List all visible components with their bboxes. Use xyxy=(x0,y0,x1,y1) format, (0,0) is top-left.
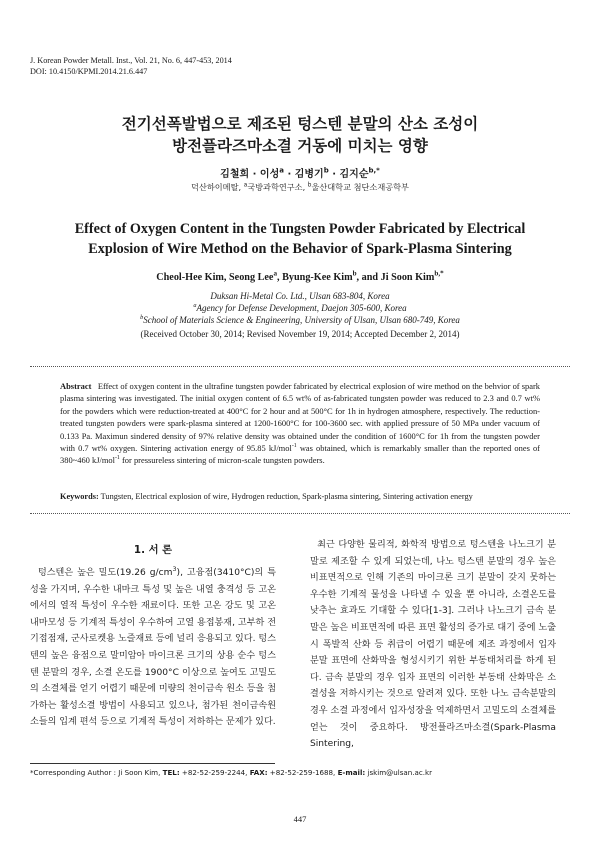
korean-aff-2: 국방과학연구소, xyxy=(247,182,308,192)
intro-left-text-2: ), 고융점(3410°C)의 특성을 가지며, 우수한 내마크 특성 및 높은 내열 충격성 등 고온에서의 열적 특성이 우수한 재료이다. 또한 고온 강도 및 고온 내마모성 등 기계적 특성이 우수하여 고열 용접봉재, 고부하 전기접점재, 군사로켓용 노즐재료 등에 널리 응용되고 있다. 텅스텐의 높은 융점으로 말미암아 마이크론 크기의 상용 순수 텅스텐 분말의 경우, 소결 온도를 1900°C 이상으로 높여도 고밀도의 소결체를 얻기 어렵기 때문에 미량의 천이금속 원소 등을 첨가하는 활성소결 방법이 사용되고 있으나, 첨가된 천이금속원소들의 입계 편석 등으로 기계적 특성이 저하하는 문제가 있다. xyxy=(30,568,276,728)
author-sup: b,* xyxy=(368,166,380,175)
intro-left-text-1: 텅스텐은 높은 밀도(19.26 g/cm xyxy=(37,568,173,578)
divider-bottom xyxy=(30,513,570,514)
author-sup: a xyxy=(273,269,277,278)
email-label: E-mail: xyxy=(337,768,366,777)
abstract xyxy=(60,380,540,467)
abstract-sup: -1 xyxy=(114,455,120,462)
email-value: jskim@ulsan.ac.kr xyxy=(365,768,433,777)
tel-label: TEL: xyxy=(162,768,180,777)
korean-author-1: 김철희 xyxy=(220,169,250,180)
aff-sup: a xyxy=(193,302,197,309)
abstract-sup: -1 xyxy=(291,443,297,450)
korean-authors xyxy=(0,165,600,180)
korean-title-line1: 전기선폭발법으로 제조된 텅스텐 분말의 산소 조성이 xyxy=(121,115,479,133)
abstract-text-2: was obtained, which is remarkably smaller than the reported ones of 380~460 kJ/mol xyxy=(60,443,540,466)
korean-affiliations xyxy=(0,182,600,193)
intro-right-column xyxy=(310,537,556,753)
divider-top xyxy=(30,366,570,367)
english-title-line1: Effect of Oxygen Content in the Tungsten Powder Fabricated by Electrical xyxy=(74,221,526,237)
english-author-2: Seong Lee xyxy=(229,272,274,283)
aff-sup: b xyxy=(307,182,312,189)
english-title xyxy=(0,219,600,259)
page-number: 447 xyxy=(293,814,307,824)
keywords-label: Keywords: xyxy=(60,492,99,501)
intro-right-text: 최근 다양한 물리적, 화학적 방법으로 텅스텐을 나노크기 분말로 제조할 수 있게 되었는데, 나노 텅스텐 분말의 경우 높은 비표면적으로 인해 기존의 마이크론 크기 분말이 갖지 못하는 우수한 기계적 물성을 나타낼 수 있을 뿐 아니라, 소결온도를 낮추는 효과도 기대할 수 있다[1-3]. 그러나 나노크기 금속 분말은 높은 비표면적에 따른 표면 활성의 증가로 대기 중에 노출 시 폭발적 산화 등 취급이 어렵기 때문에 제조 과정에서 입자 분말 표면에 산화막을 형성시키기 위한 부동태처리를 하게 된다. 금속 분말의 경우 입자 표면의 이러한 부동태 산화막은 소결성을 저하시키는 것으로 알려져 있다. 또한 나노 금속분말의 경우 소결 과정에서 입자성장을 억제하면서 고밀도의 소결체를 얻는 것이 중요하다. 방전플라즈마소결(Spark-Plasma Sintering, xyxy=(310,540,556,750)
section-heading-introduction: 1. 서 론 xyxy=(133,544,173,556)
abstract-label: Abstract xyxy=(60,381,92,391)
tel-value: +82-52-259-2244, xyxy=(179,768,250,777)
english-author-4: , and Ji Soon Kim xyxy=(356,272,435,283)
english-title-line2: Explosion of Wire Method on the Behavior of Spark-Plasma Sintering xyxy=(88,241,512,257)
corresponding-author-footnote xyxy=(30,768,432,777)
author-separator: · xyxy=(249,169,260,180)
english-aff-2: Agency for Defense Development, Daejon 305-600, Korea xyxy=(196,303,407,313)
abstract-text-3: for pressureless sintering of micron-scale tungsten powders. xyxy=(119,455,325,466)
fax-label: FAX: xyxy=(249,768,268,777)
author-sup: b xyxy=(323,166,329,175)
keywords xyxy=(60,491,540,503)
author-separator: · xyxy=(328,169,340,180)
footnote-rule xyxy=(30,763,275,764)
author-sup: a xyxy=(279,166,284,175)
journal-doi: DOI: 10.4150/KPMI.2014.21.6.447 xyxy=(30,67,148,76)
fax-value: +82-52-259-1688, xyxy=(267,768,338,777)
korean-aff-3: 울산대학교 첨단소재공학부 xyxy=(311,182,409,192)
author-sup: b xyxy=(352,269,357,278)
english-author-3: , Byung-Kee Kim xyxy=(277,272,353,283)
received-dates: (Received October 30, 2014; Revised November 19, 2014; Accepted December 2, 2014) xyxy=(140,329,460,339)
abstract-text: Effect of oxygen content in the ultrafine tungsten powder fabricated by electrical explosion of wire method on the behvior of spark plasma sintering was investigated. The initial oxygen content of 6.5 wt% of as-fabricated tungsten powder was reduced to 2.3 and 0.7 wt% for the powders which were reduction-treated at 400°C for 2 hour and at 500°C for 1h in hydrogen atmosphere, respectively. The reduction-treated tungsten powders were spark-plasma sintered at 1200-1600°C for 100-3600 sec. with applied pressure of 50 MPa under vacuum of 0.133 Pa. Maximun sindered density of 97% relative density was obtained under the condition of 1600°C for 1h from the tungsten powder with 0.7 wt% oxygen. Sintering activation energy of 95.85 kJ/mol xyxy=(60,381,541,454)
english-aff-2-line xyxy=(0,302,600,314)
korean-title xyxy=(0,113,600,157)
intro-left-column xyxy=(30,565,276,731)
english-aff-3-line xyxy=(0,314,600,326)
author-separator: · xyxy=(283,169,295,180)
english-authors xyxy=(0,269,600,283)
korean-author-3: 김병기 xyxy=(294,169,324,180)
footnote-prefix: *Corresponding Author : Ji Soon Kim, xyxy=(30,768,163,777)
korean-author-4: 김지순 xyxy=(339,169,369,180)
korean-aff-1: 덕산하이메탈, xyxy=(191,182,244,192)
english-author-1: Cheol-Hee Kim, xyxy=(156,272,229,283)
journal-header xyxy=(30,55,232,77)
journal-citation: J. Korean Powder Metall. Inst., Vol. 21, No. 6, 447-453, 2014 xyxy=(30,56,232,65)
english-aff-1: Duksan Hi-Metal Co. Ltd., Ulsan 683-804, Korea xyxy=(210,291,390,301)
keywords-text: Tungsten, Electrical explosion of wire, Hydrogen reduction, Spark-plasma sintering, Sintering activation energy xyxy=(98,492,473,501)
aff-sup: b xyxy=(140,314,144,321)
korean-title-line2: 방전플라즈마소결 거동에 미치는 영향 xyxy=(172,137,428,155)
aff-sup: a xyxy=(243,182,248,189)
korean-author-2: 이성 xyxy=(259,169,280,180)
english-aff-3: School of Materials Science & Engineering, University of Ulsan, Ulsan 680-749, Korea xyxy=(143,315,460,325)
english-affiliations xyxy=(0,290,600,326)
author-sup: b,* xyxy=(434,269,444,278)
intro-sup: 3 xyxy=(172,564,177,573)
